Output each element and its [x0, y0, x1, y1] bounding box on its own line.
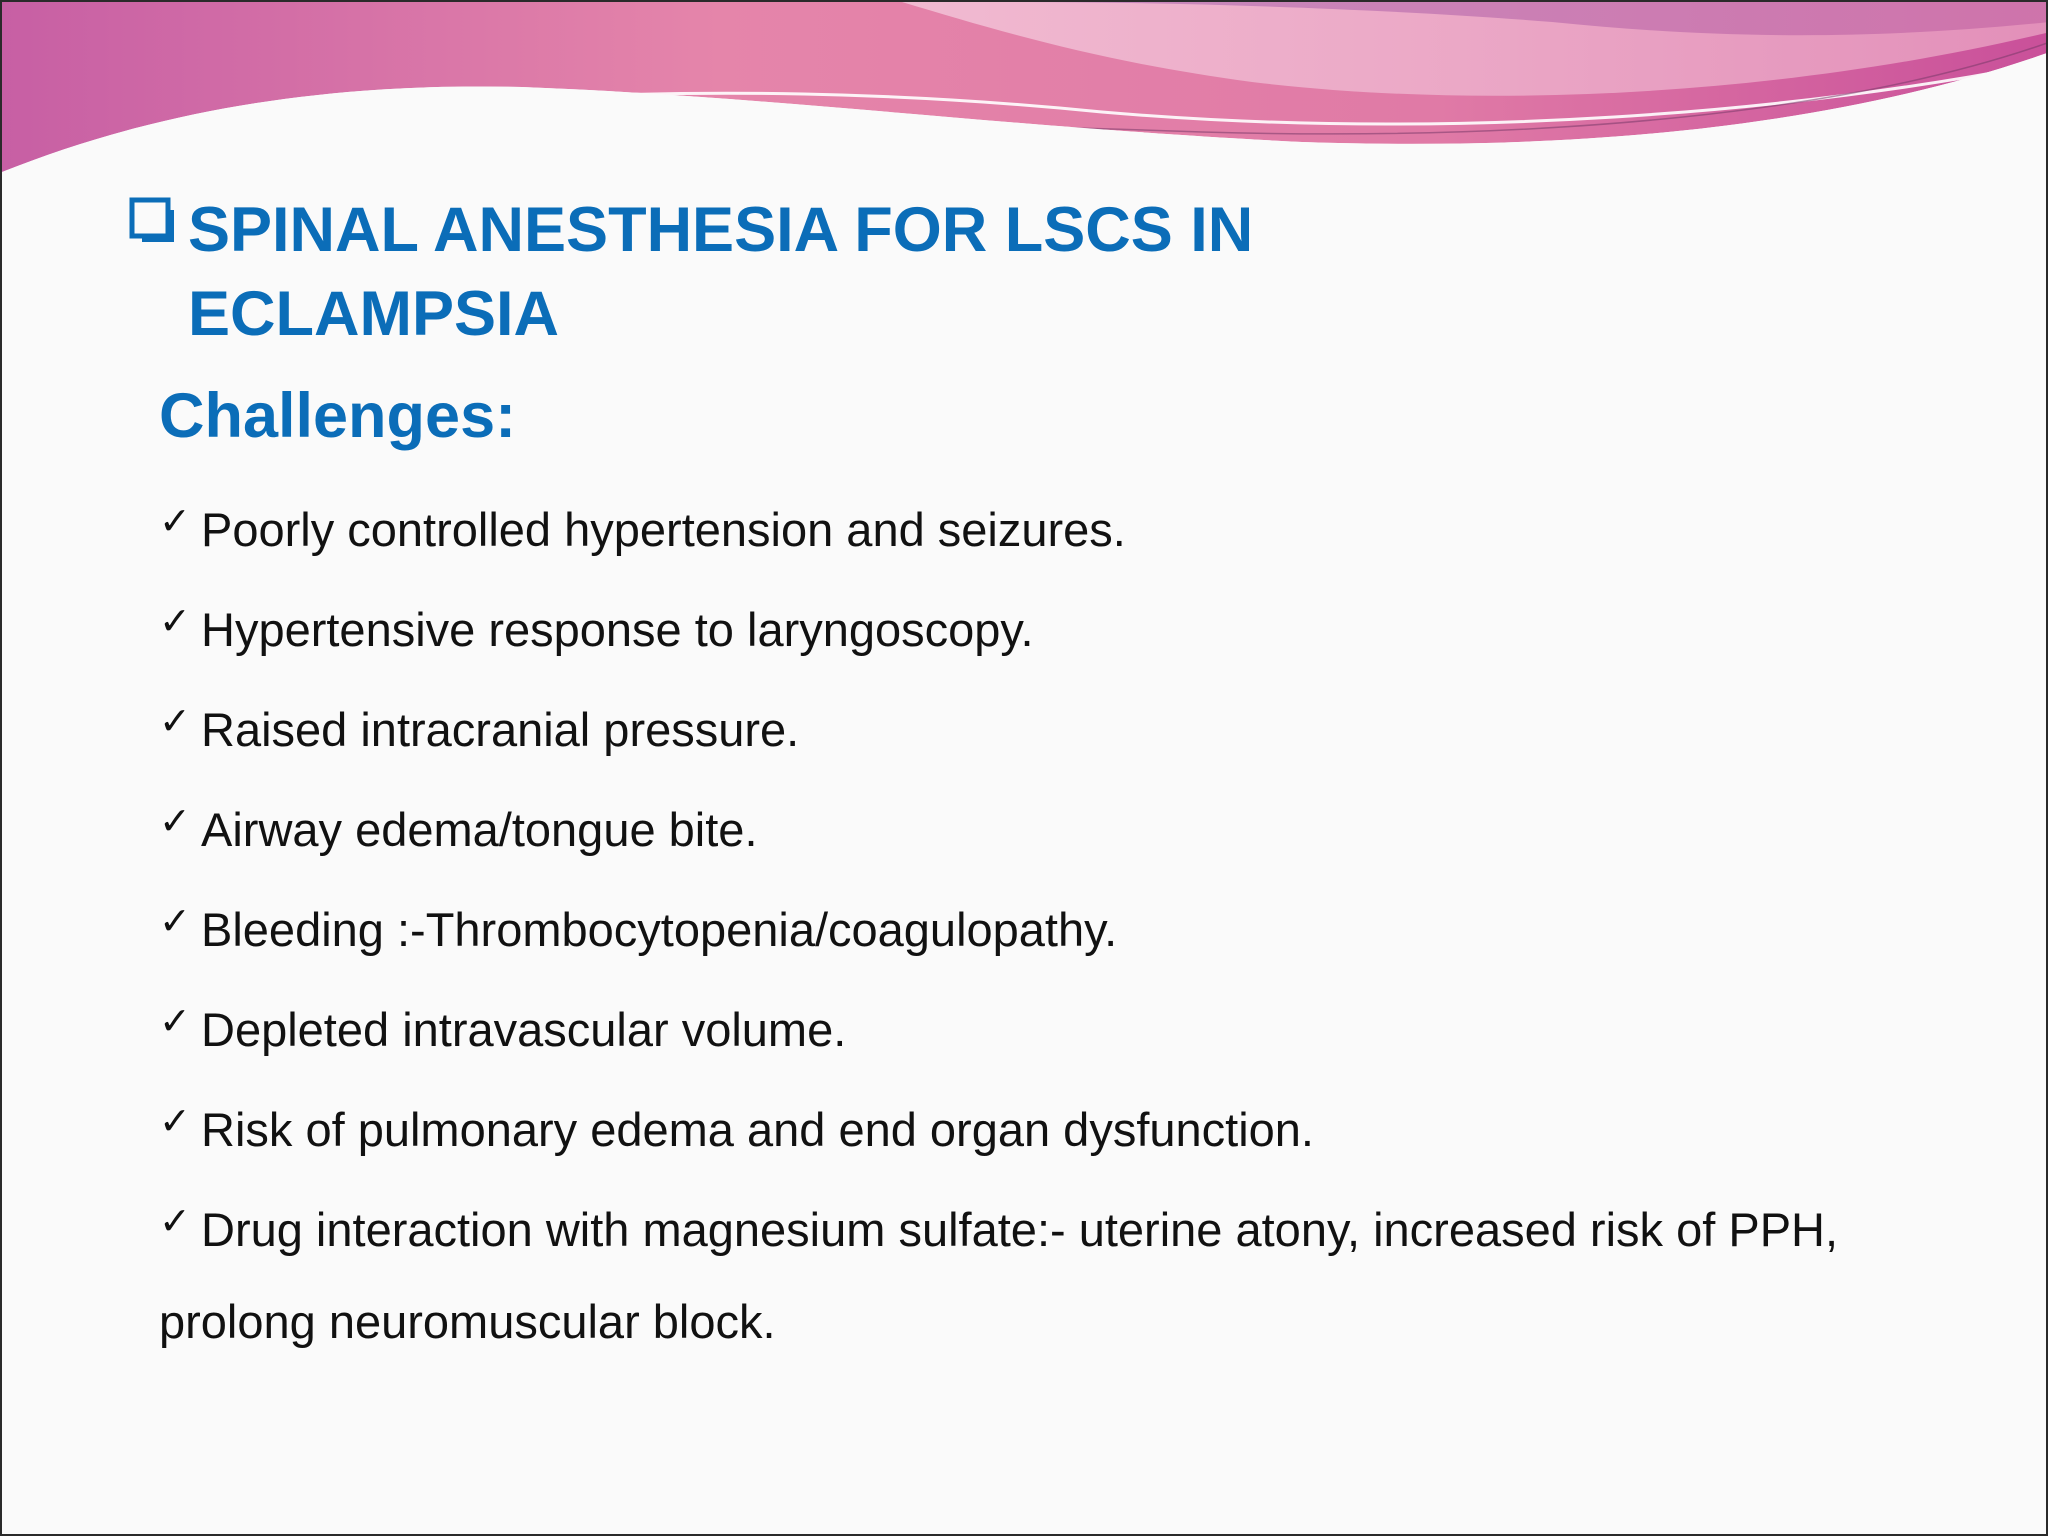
title-block	[128, 188, 1628, 356]
list-item-text: Airway edema/tongue bite.	[201, 803, 758, 856]
hollow-square-icon	[128, 188, 188, 251]
slide-title: SPINAL ANESTHESIA FOR LSCS IN ECLAMPSIA	[188, 195, 1254, 349]
checkmark-icon: ✓	[159, 501, 191, 543]
checkmark-icon: ✓	[159, 601, 191, 643]
list-item	[159, 776, 1879, 876]
list-item	[159, 976, 1879, 1076]
list-item	[159, 576, 1879, 676]
list-item-text: Poorly controlled hypertension and seizures.	[201, 503, 1126, 556]
list-item-text: Bleeding :-Thrombocytopenia/coagulopathy.	[201, 903, 1118, 956]
list-item	[159, 1176, 1879, 1368]
list-item-text: Raised intracranial pressure.	[201, 703, 800, 756]
list-item-text: Drug interaction with magnesium sulfate:- uterine atony, increased risk of PPH, prolong neuromuscular block.	[159, 1203, 1839, 1348]
challenges-heading: Challenges:	[159, 381, 517, 451]
list-item	[159, 1076, 1879, 1176]
checkmark-icon: ✓	[159, 1001, 191, 1043]
checkmark-icon: ✓	[159, 701, 191, 743]
checkmark-icon: ✓	[159, 901, 191, 943]
challenges-list	[159, 476, 1879, 1368]
list-item	[159, 876, 1879, 976]
list-item-text: Risk of pulmonary edema and end organ dysfunction.	[201, 1103, 1314, 1156]
list-item-text: Depleted intravascular volume.	[201, 1003, 847, 1056]
checkmark-icon: ✓	[159, 801, 191, 843]
checkmark-icon: ✓	[159, 1201, 191, 1243]
list-item	[159, 676, 1879, 776]
list-item	[159, 476, 1879, 576]
checkmark-icon: ✓	[159, 1101, 191, 1143]
list-item-text: Hypertensive response to laryngoscopy.	[201, 603, 1034, 656]
